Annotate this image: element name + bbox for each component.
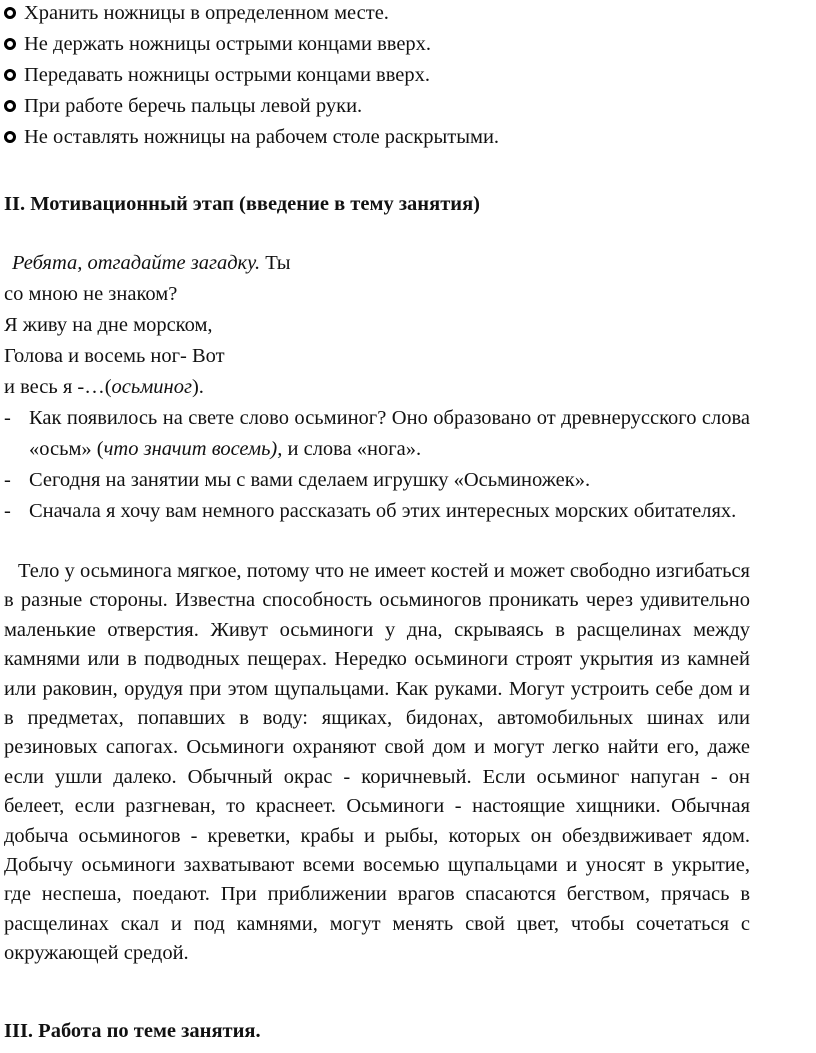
ring-bullet-icon [4, 131, 16, 143]
list-item [4, 60, 499, 91]
dash-list [4, 403, 750, 527]
list-item [4, 29, 499, 60]
list-item-text [29, 403, 750, 465]
text-run: и слова «нога». [282, 438, 422, 460]
paragraph-text: Тело у осьминога мягкое, потому что не имеет костей и может свободно изгибаться в разные стороны. Известна способность осьминогов проникать через удивительно маленькие отверстия. Живут осьминоги у дна, скрываясь в расщелинах между камнями или в подводных пещерах. Нередко осьминоги строят укрытия из камней или раковин, орудуя при этом щупальцами. Как руками. Могут устроить себе дом и в предметах, попавших в воду: ящиках, бидонах, автомобильных шинах или резиновых сапогах. Осьминоги охраняют свой дом и могут легко найти его, даже если ушли далеко. Обычный окрас - коричневый. Если осьминог напуган - он белеет, если разгневан, то краснеет. Осьминоги - настоящие хищники. Обычная добыча осьминогов - креветки, крабы и рыбы, которых он обездвиживает ядом. Добычу осьминоги захватывают всеми восемью щупальцами и уносят в укрытие, где неспеша, поедают. При приближении врагов спасаются бегством, прячась в расщелинах скал и под камнями, могут менять свой цвет, чтобы сочетаться с окружающей средой. [4, 560, 750, 965]
riddle-line [4, 372, 291, 403]
list-item [4, 0, 499, 29]
ring-bullet-icon [4, 38, 16, 50]
ring-bullet-icon [4, 7, 16, 19]
list-item [4, 91, 499, 122]
riddle-line: со мною не знаком? [4, 283, 178, 305]
ring-bullet-icon [4, 69, 16, 81]
dash-marker: - [4, 469, 11, 491]
section-heading-work: III. Работа по теме занятия. [4, 1020, 261, 1042]
riddle-text: Ты [260, 252, 291, 274]
riddle-intro: Ребята, отгадайте загадку. [12, 252, 261, 274]
riddle-line: Голова и восемь ног- Вот [4, 345, 225, 367]
list-item-text: Сегодня на занятии мы с вами сделаем игрушку «Осьминожек». [29, 469, 591, 491]
text-run: Как появилось на свете слово осьминог? Оно образовано от древнерусского слова «осьм» ( [29, 407, 750, 460]
italic-run: что значит восемь), [103, 438, 283, 460]
rule-text: Передавать ножницы острыми концами вверх. [24, 64, 431, 86]
dash-marker: - [4, 500, 11, 522]
list-item [4, 403, 750, 465]
rule-text: Не оставлять ножницы на рабочем столе раскрытыми. [24, 126, 500, 148]
rule-text: Не держать ножницы острыми концами вверх. [24, 33, 432, 55]
ring-bullet-icon [4, 100, 16, 112]
rule-text: Хранить ножницы в определенном месте. [24, 2, 389, 24]
riddle-text: и весь я -…( [4, 376, 112, 398]
dash-marker: - [4, 407, 11, 429]
riddle-answer: осьминог [111, 376, 192, 398]
riddle-text: ). [191, 376, 204, 398]
section-heading-motivation: II. Мотивационный этап (введение в тему занятия) [4, 193, 481, 215]
rule-text: При работе беречь пальцы левой руки. [24, 95, 363, 117]
scissors-rules-list [4, 0, 499, 153]
list-item [4, 122, 499, 153]
riddle-line: Я живу на дне морском, [4, 314, 213, 336]
riddle-line [4, 248, 291, 279]
riddle-block [4, 248, 291, 403]
list-item-text: Сначала я хочу вам немного рассказать об этих интересных морских обитателях. [29, 500, 737, 522]
list-item [4, 465, 750, 496]
octopus-paragraph [4, 557, 750, 969]
list-item [4, 496, 750, 527]
